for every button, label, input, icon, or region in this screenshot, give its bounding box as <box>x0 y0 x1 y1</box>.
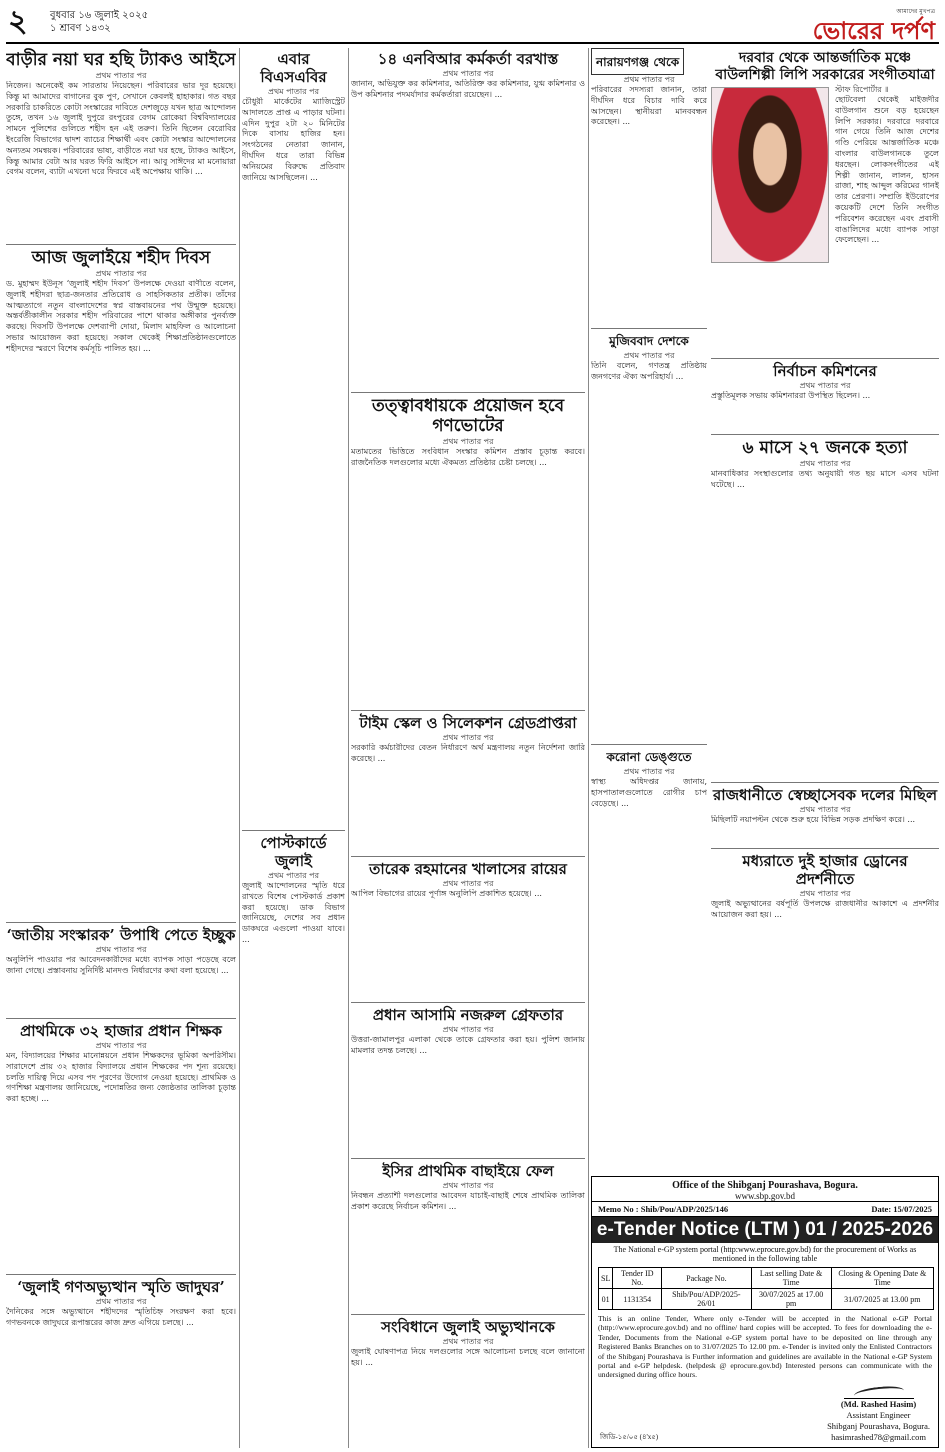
article-byline: প্রথম পাতার পর <box>623 767 675 776</box>
article-byline: স্টাফ রিপোর্টার ॥ <box>835 85 889 94</box>
tender-title: e-Tender Notice (LTM ) 01 / 2025-2026 <box>592 1217 938 1243</box>
column-header: Closing & Opening Date & Time <box>831 1268 933 1289</box>
column-header: Tender ID No. <box>613 1268 662 1289</box>
article-headline: ইসির প্রাথমিক বাছাইয়ে ফেল <box>382 1162 554 1180</box>
tender-table <box>598 1267 934 1310</box>
article-byline: প্রথম পাতার পর <box>623 75 675 84</box>
divider <box>351 1158 585 1159</box>
headline-box <box>591 48 684 75</box>
article-body: স্বাস্থ্য অধিদপ্তর জানায়, হাসপাতালগুলোতে রোগীর চাপ বেড়েছে। ... <box>591 777 707 808</box>
divider <box>591 744 707 745</box>
article-body: মানবাধিকার সংস্থাগুলোর তথ্য অনুযায়ী গত ছয় মাসে এসব ঘটনা ঘটেছে। ... <box>711 469 939 489</box>
tender-date: Date: 15/07/2025 <box>871 1204 932 1214</box>
article-byline: প্রথম পাতার পর <box>268 87 319 96</box>
article-byline: প্রথম পাতার পর <box>442 879 494 888</box>
article-headline: মধ্যরাতে দুই হাজার ড্রোনের প্রদর্শনীতে <box>742 852 908 888</box>
article-body: নিজেন। অনেকেই কম সারতায় নিয়েছেন। পরিবারের ভার দূর হয়েছে। কিন্তু মা আমাদের বাগানের বুক পুণ, সেখানে কেবলই হাহাকার। গত বছর সরকারি চাকরিতে কোটা সংস্কারের দাবিতে দেশজুড়ে যখন ছাত্র আন্দোলন তুঙ্গে, তখন ১৬ জুলাই দুপুরে রংপুরের বেগম রোকেয়া বিশ্ববিদ্যালয়ের সামনে পুলিশের গুলিতে শহীদ হন এই তরুণ। তিনি ছিলেন বেরোবির ইংরেজি বিভাগের দ্বাদশ ব্যাচের শিক্ষার্থী এবং কোটা সংস্কার আন্দোলনের অন্যতম সমন্বয়ক। পরিবারের ভাষ্য, বাড়ীতে নয়া ঘর হছে, ট্যাকও আইসে, কিন্তু আমার বেটা আর ঘরত ফিরি আইসে না। আবু সাঈদের মা মনোয়ারা বেগম বলেন, ব্যাটা এখনো ঘরে ফিরবে এই অপেক্ষায় থাকি। ... <box>6 81 236 177</box>
divider <box>711 848 939 849</box>
article-byline: প্রথম পাতার পর <box>442 69 494 78</box>
article-byline: প্রথম পাতার পর <box>442 733 494 742</box>
article-body: প্রস্তুতিমূলক সভায় কমিশনাররা উপস্থিত ছিলেন। ... <box>711 391 871 400</box>
article-body: ড. মুহাম্মদ ইউনূস ‘জুলাই শহীদ দিবস’ উপলক্ষে দেওয়া বাণীতে বলেন, জুলাই শহীদরা ছাত্র-জনতার প্রতিরোধ ও সাহসিকতার প্রতীক। তাঁদের আত্মত্যাগে নতুন বাংলাদেশের স্বপ্ন বাস্তবায়নের পথ উন্মুক্ত হয়েছে। অন্তর্বর্তীকালীন সরকার শহীদ পরিবারের পাশে থাকার অঙ্গীকার পুনর্ব্যক্ত করছে। দিবসটি উপলক্ষে দেশব্যাপী দোয়া, মিলাদ মাহফিল ও আলোচনা সভার আয়োজন করা হয়েছে। সকাল থেকেই শিক্ষাপ্রতিষ্ঠানগুলোতে শহীদদের স্মরণে বিশেষ কর্মসূচি পালিত হয়। ... <box>6 279 236 353</box>
signer-email[interactable]: hasimrashed78@gmail.com <box>831 1432 926 1442</box>
article-body: মিছিলটি নয়াপল্টন থেকে শুরু হয়ে বিভিন্ন সড়ক প্রদক্ষিণ করে। ... <box>711 815 916 824</box>
article-headline: আজ জুলাইয়ে শহীদ দিবস <box>31 248 211 268</box>
table-cell: 1131354 <box>613 1289 662 1310</box>
page-header <box>6 4 939 44</box>
singer-photo <box>711 87 829 263</box>
article-headline: প্রধান আসামি নজরুল গ্রেফতার <box>372 1006 564 1024</box>
column-rule <box>588 48 589 1448</box>
signature-mark <box>844 1385 914 1399</box>
article-byline: প্রথম পাতার পর <box>799 805 851 814</box>
article-byline: প্রথম পাতার পর <box>268 871 319 880</box>
article-body: দৈনিকের সঙ্গে অভ্যুত্থানে শহীদদের স্মৃতিচিহ্ন সংরক্ষণ করা হবে। গণভবনকে জাদুঘরে রূপান্তরের কাজ দ্রুত এগিয়ে চলছে। ... <box>6 1307 236 1327</box>
article-body: উত্তরা-জামালপুর এলাকা থেকে তাকে গ্রেফতার করা হয়। পুলিশ জানায় মামলার তদন্ত চলছে। ... <box>351 1035 585 1055</box>
article-headline: সংবিধানে জুলাই অভ্যুত্থানকে <box>381 1318 555 1336</box>
column-3 <box>351 48 585 1448</box>
page-date <box>50 9 148 35</box>
column-rule <box>348 48 349 1448</box>
date-gregorian: বুধবার ১৬ জুলাই ২০২৫ <box>50 10 149 21</box>
column-1 <box>6 48 236 1448</box>
article-byline: প্রথম পাতার পর <box>799 381 851 390</box>
article-headline: করোনা ডেঙ্গুতে <box>606 750 692 764</box>
article-body: ছোটবেলা থেকেই মাইজদীর বাউলগান শুনে বড় হয়েছেন লিপি সরকার। দরবারে দরবারে গান গেয়ে তিনি আজ দেশের গণ্ডি পেরিয়ে আন্তর্জাতিক মঞ্চে বাংলার বাউলগানকে তুলে ধরছেন। লোকসংগীতের এই শিল্পী জানান, লালন, হাসন রাজা, শাহ আব্দুল করিমের গানই তার প্রেরণা। সম্প্রতি ইউরোপের কয়েকটি দেশে তিনি সংগীত পরিবেশন করেছেন এবং প্রবাসী বাঙালিদের মধ্যে ব্যাপক সাড়া ফেলেছেন। ... <box>835 95 939 245</box>
article-byline: প্রথম পাতার পর <box>442 1337 494 1346</box>
right-subcolumn <box>711 48 939 1137</box>
article-byline: প্রথম পাতার পর <box>623 351 675 360</box>
article-headline: ‘জাতীয় সংস্কারক’ উপাধি পেতে ইচ্ছুক <box>6 926 236 944</box>
divider <box>242 830 345 831</box>
column-header: SL <box>599 1268 613 1289</box>
article-headline: মুজিববাদ দেশকে <box>609 334 689 348</box>
article-byline: প্রথম পাতার পর <box>95 945 147 954</box>
divider <box>711 434 939 435</box>
article-headline: পোস্টকার্ডে জুলাই <box>260 834 327 870</box>
tender-website[interactable]: www.sbp.gov.bd <box>734 1191 796 1201</box>
divider <box>6 1018 236 1019</box>
article-headline: ১৪ এনবিআর কর্মকর্তা বরখাস্ত <box>377 50 559 68</box>
divider <box>351 1002 585 1003</box>
article-byline: প্রথম পাতার পর <box>442 437 494 446</box>
article-headline: টাইম স্কেল ও সিলেকশন গ্রেডপ্রাপ্তরা <box>359 714 577 732</box>
article-body: চৌধুরী মার্কেটের ম্যাজিস্ট্রেট আদালতে প্রাপ্ত এ পাড়ার ঘটনা। এদিন দুপুর ২টা ২০ মিনিটের দিকে বাসায় হাজির হন। সংগঠনের নেতারা জানান, দীর্ঘদিন ধরে তারা বিভিন্ন অনিয়মের বিরুদ্ধে প্রতিবাদ জানিয়ে আসছিলেন। ... <box>242 97 345 182</box>
article-headline: তত্ত্বাবধায়কে প্রয়োজন হবে গণভোটের <box>371 396 565 436</box>
table-row <box>599 1289 934 1310</box>
article-byline: প্রথম পাতার পর <box>95 1041 147 1050</box>
article-body: মন, বিদ্যালয়ের শিক্ষার মানোন্নয়নে প্রধান শিক্ষকদের ভূমিকা অপরিসীম। সারাদেশে প্রায় ৩২ হাজার বিদ্যালয়ে প্রধান শিক্ষকের পদ শূন্য রয়েছে। চলতি দায়িত্ব দিয়ে এসব পদ পূরণের উদ্যোগ নেওয়া হয়েছে। প্রাথমিক ও গণশিক্ষা মন্ত্রণালয় জানিয়েছে, পদোন্নতির জন্য জ্যেষ্ঠতার তালিকা চূড়ান্ত করা হচ্ছে। ... <box>6 1051 236 1104</box>
article-byline: প্রথম পাতার পর <box>799 889 851 898</box>
masthead-tag: আমাদের মুখপত্র <box>896 8 935 15</box>
table-cell: Shib/Pou/ADP/2025-26/01 <box>662 1289 751 1310</box>
tender-memo-row <box>592 1201 938 1217</box>
date-bangla: ১ শ্রাবণ ১৪৩২ <box>50 23 111 34</box>
divider <box>711 782 939 783</box>
divider <box>711 358 939 359</box>
article-headline: ‘জুলাই গণঅভ্যুত্থান স্মৃতি জাদুঘর’ <box>17 1278 225 1296</box>
article-byline: প্রথম পাতার পর <box>442 1181 494 1190</box>
article-body: জুলাই আন্দোলনের স্মৃতি ধরে রাখতে বিশেষ পোস্টকার্ড প্রকাশ করা হয়েছে। ডাক বিভাগ জানিয়েছে, দেশের সব প্রধান ডাকঘরে এগুলো পাওয়া যাবে। ... <box>242 881 345 944</box>
article-body: জুলাই ঘোষণাপত্র নিয়ে দলগুলোর সঙ্গে আলোচনা চলছে বলে জানানো হয়। ... <box>351 1347 585 1367</box>
article-headline: ৬ মাসে ২৭ জনকে হত্যা <box>742 438 908 458</box>
signer-title: Assistant Engineer <box>846 1410 911 1420</box>
article-byline: প্রথম পাতার পর <box>799 459 851 468</box>
table-cell: 30/07/2025 at 17.00 pm <box>751 1289 831 1310</box>
divider <box>351 392 585 393</box>
masthead-logo: ভোরের দর্পণ <box>812 16 935 45</box>
divider <box>6 922 236 923</box>
table-header-row <box>599 1268 934 1289</box>
tender-memo: Memo No : Shib/Pou/ADP/2025/146 <box>598 1204 729 1214</box>
article-headline: বাড়ীর নয়া ঘর হছি ট্যাকও আইসে <box>6 50 236 70</box>
article-headline: নারায়ণগঞ্জ থেকে <box>596 55 680 69</box>
ad-code: জিডি-১৫/০৫ (৪'x৫) <box>600 1433 659 1441</box>
divider <box>6 244 236 245</box>
column-2 <box>242 48 345 1448</box>
article-byline: প্রথম পাতার পর <box>95 269 147 278</box>
article-body: নিবন্ধন প্রত্যাশী দলগুলোর আবেদন যাচাই-বাছাই শেষে প্রাথমিক তালিকা প্রকাশ করেছে নির্বাচন কমিশন। ... <box>351 1191 585 1211</box>
table-cell: 31/07/2025 at 13.00 pm <box>831 1289 933 1310</box>
article-body: মতামতের ভিত্তিতে সংবিধান সংস্কার কমিশন প্রস্তাব চূড়ান্ত করবে। রাজনৈতিক দলগুলোর মধ্যে ঐকমত্য প্রতিষ্ঠার চেষ্টা চলছে। ... <box>351 447 585 467</box>
tender-notice <box>591 1176 939 1448</box>
lead-headline: দরবার থেকে আন্তর্জাতিক মঞ্চে বাউলশিল্পী লিপি সরকারের সংগীতযাত্রা <box>715 50 935 83</box>
tender-description: This is an online Tender, Where only e-Tender will be accepted in the National e-GP Portal (http://www.eprocure.gov.bd) and no offline/ hard copies will be accepted. To fees for downloading the e-Tender, Documents from the National e-GP system portal have to be deposited on line through any Registered Banks Branches on to 31/07/2025 To 12.00 pm. e-Tender is invited only the Enlisted Contractors of the Shibganj Pourashava is Further information and guidelines are available in the National e-GP System portal and e-GP helpdesk. (helpdesk @ eprocure.gov.bd) Interested persons can communicate with the undersigned during office hours. <box>598 1314 932 1380</box>
article-headline: তারেক রহমানের খালাসের রায়ের <box>369 860 567 878</box>
article-headline: নির্বাচন কমিশনের <box>773 362 877 380</box>
divider <box>6 1274 236 1275</box>
page-number: ২ <box>8 4 28 39</box>
column-4 <box>591 48 939 1174</box>
tender-office: Office of the Shibganj Pourashava, Bogura. <box>672 1180 858 1191</box>
article-headline: এবার বিএসএবির <box>260 50 327 86</box>
article-byline: প্রথম পাতার পর <box>442 1025 494 1034</box>
article-body: অনুলিপি পাওয়ার পর আবেদনকারীদের মধ্যে ব্যাপক সাড়া পড়েছে বলে জানা গেছে। প্রস্তাবনায় সুনির্দিষ্ট মানদণ্ড নির্ধারণের কথা বলা হয়েছে। ... <box>6 955 236 975</box>
article-byline: প্রথম পাতার পর <box>95 1297 147 1306</box>
article-headline: রাজধানীতে স্বেচ্ছাসেবক দলের মিছিল <box>712 786 938 804</box>
divider <box>591 328 707 329</box>
masthead <box>813 6 935 45</box>
column-header: Package No. <box>662 1268 751 1289</box>
article-body: সরকারি কর্মচারীদের বেতন নির্ধারণে অর্থ মন্ত্রণালয় নতুন নির্দেশনা জারি করেছে। ... <box>351 743 585 763</box>
article-body: আপিল বিভাগের রায়ের পূর্ণাঙ্গ অনুলিপি প্রকাশিত হয়েছে। ... <box>351 889 542 898</box>
divider <box>351 710 585 711</box>
divider <box>351 1314 585 1315</box>
article-byline: প্রথম পাতার পর <box>95 71 147 80</box>
article-body: পরিবারের সদস্যরা জানান, তারা দীর্ঘদিন ধরে বিচার দাবি করে আসছেন। স্থানীয়রা মানববন্ধন করেছেন। ... <box>591 85 707 127</box>
signer-office: Shibganj Pourashava, Bogura. <box>827 1421 930 1431</box>
signature-block <box>827 1385 930 1443</box>
table-cell: 01 <box>599 1289 613 1310</box>
article-body: জানান, অভিযুক্ত কর কমিশনার, অতিরিক্ত কর কমিশনার, যুগ্ম কমিশনার ও উপ কমিশনার পদমর্যাদার কর্মকর্তারা রয়েছেন। ... <box>351 79 585 99</box>
article-body: জুলাই অভ্যুত্থানের বর্ষপূর্তি উপলক্ষে রাজধানীর আকাশে এ প্রদর্শনীর আয়োজন করা হয়। ... <box>711 899 939 919</box>
divider <box>351 856 585 857</box>
signer-name: (Md. Rashed Hasim) <box>840 1399 917 1409</box>
column-rule <box>239 48 240 1448</box>
tender-intro: The National e-GP system portal (http:www.eprocure.gov.bd) for the procurement of Works as mentioned in the following table <box>613 1245 917 1263</box>
article-body: তিনি বলেন, গণতন্ত্র প্রতিষ্ঠায় জনগণের ঐক্য অপরিহার্য। ... <box>591 361 707 381</box>
column-header: Last selling Date & Time <box>751 1268 831 1289</box>
article-headline: প্রাথমিকে ৩২ হাজার প্রধান শিক্ষক <box>20 1022 222 1040</box>
left-subcolumn <box>591 48 707 1137</box>
